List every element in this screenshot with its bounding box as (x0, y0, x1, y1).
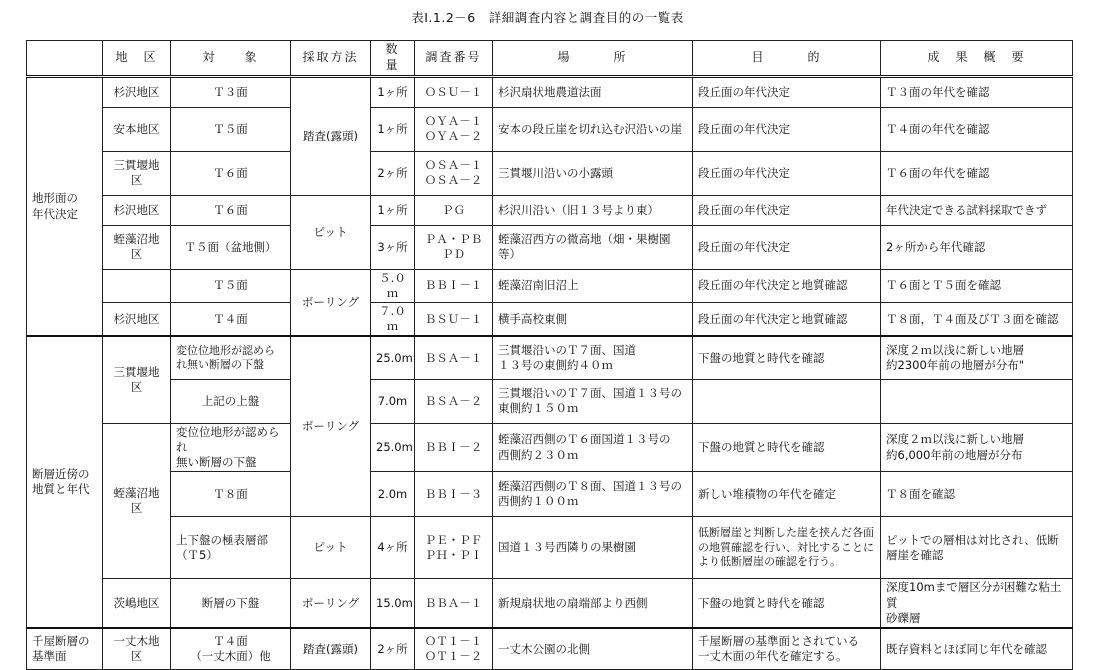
place-cell: 蛭藻沼南旧沼上 (493, 269, 693, 302)
header-cell: 目 的 (693, 41, 881, 77)
qty-cell: 15.0m (371, 579, 415, 628)
header-cell: 場 所 (493, 41, 693, 77)
purpose-cell: 段丘面の年代決定 (693, 195, 881, 225)
place-cell: 蛭藻沼西方の微高地（畑・果樹園等） (493, 225, 693, 269)
qty-cell: 7.0m (371, 379, 415, 423)
code-cell: ＢＳＡ－２ (415, 379, 493, 423)
place-cell: 三貫堰川沿いの小露頭 (493, 151, 693, 195)
table-row (27, 423, 1073, 472)
target-cell: 断層の下盤 (171, 579, 291, 628)
method-cell: ボーリング (291, 579, 371, 628)
table-row (27, 107, 1073, 151)
qty-cell: 1ヶ所 (371, 107, 415, 151)
place-cell: 新規扇状地の扇端部より西側 (493, 579, 693, 628)
place-cell: 国道１３号西隣りの果樹園 (493, 517, 693, 579)
qty-cell: 3ヶ所 (371, 225, 415, 269)
district-cell: 安本地区 (103, 107, 171, 151)
place-cell: 杉沢扇状地農道法面 (493, 76, 693, 107)
code-cell: ＢＳＡ－１ (415, 336, 493, 379)
qty-cell: ７.０ｍ (371, 303, 415, 337)
table-row (27, 269, 1073, 302)
result-cell: Ｔ４面の年代を確認 (881, 107, 1073, 151)
district-cell: 三貫堰地区 (103, 151, 171, 195)
header-cell (27, 41, 103, 77)
result-cell: 年代決定できる試料採取できず (881, 195, 1073, 225)
qty-cell: 1ヶ所 (371, 195, 415, 225)
code-cell: ＯＳＡ－１ ＯＳＡ－２ (415, 151, 493, 195)
district-cell: 杉沢地区 (103, 76, 171, 107)
district-cell: 蛭藻沼地区 (103, 423, 171, 579)
header-cell: 成 果 概 要 (881, 41, 1073, 77)
code-cell: ＰＧ (415, 195, 493, 225)
group-label: 千屋断層の 基準面 (27, 628, 103, 670)
district-cell (103, 269, 171, 302)
header-cell: 採取方法 (291, 41, 371, 77)
place-cell: 横手高校東側 (493, 303, 693, 337)
purpose-cell: 段丘面の年代決定と地質確認 (693, 303, 881, 337)
place-cell: 蛭藻沼西側のＴ６面国道１３号の 西側約２３０ｍ (493, 423, 693, 472)
target-cell: Ｔ５面（盆地側） (171, 225, 291, 269)
result-cell (881, 379, 1073, 423)
header-cell: 対 象 (171, 41, 291, 77)
district-cell: 三貫堰地区 (103, 336, 171, 423)
table-title: 表Ⅰ.1.2－6 詳細調査内容と調査目的の一覧表 (411, 10, 684, 25)
qty-cell: 4ヶ所 (371, 517, 415, 579)
header-cell: 調査番号 (415, 41, 493, 77)
district-cell: 茨嶋地区 (103, 579, 171, 628)
method-cell: ボーリング (291, 269, 371, 336)
method-cell: 踏査(露頭) (291, 628, 371, 670)
result-cell: 深度２ｍ以浅に新しい地層 約6,000年前の地層が分布 (881, 423, 1073, 472)
target-cell: Ｔ８面 (171, 472, 291, 517)
header-row (27, 41, 1073, 77)
purpose-cell: 新しい堆積物の年代を確定 (693, 472, 881, 517)
result-cell: Ｔ６面の年代を確認 (881, 151, 1073, 195)
table-row (27, 628, 1073, 670)
qty-cell: 1ヶ所 (371, 76, 415, 107)
purpose-cell: 低断層崖と判断した崖を挟んだ各面の地質確認を行い、対比することにより低断層崖の確認を行う。 (693, 517, 881, 579)
district-cell: 杉沢地区 (103, 195, 171, 225)
table-row (27, 195, 1073, 225)
purpose-cell: 段丘面の年代決定 (693, 76, 881, 107)
code-cell: ＰＥ・ＰＦ ＰＨ・ＰＩ (415, 517, 493, 579)
target-cell: 変位位地形が認められ無い断層の下盤 (171, 336, 291, 379)
result-cell: Ｔ３面の年代を確認 (881, 76, 1073, 107)
code-cell: ＢＢＩ－２ (415, 423, 493, 472)
target-cell: 上下盤の極表層部 （Ｔ5） (171, 517, 291, 579)
header-cell: 数 量 (371, 41, 415, 77)
result-cell: Ｔ８面を確認 (881, 472, 1073, 517)
table-row (27, 303, 1073, 337)
place-cell: 蛭藻沼西側のＴ８面、国道１３号の 西側約１００ｍ (493, 472, 693, 517)
table-row (27, 517, 1073, 579)
target-cell: Ｔ４面 （一丈木面）他 (171, 628, 291, 670)
result-cell: ピットでの層相は対比され、低断層崖を確認 (881, 517, 1073, 579)
table-row (27, 336, 1073, 379)
code-cell: ＢＳＵ－１ (415, 303, 493, 337)
qty-cell: ５.０ｍ (371, 269, 415, 302)
district-cell: 杉沢地区 (103, 303, 171, 337)
header-cell: 地 区 (103, 41, 171, 77)
method-cell: 踏査(露頭) (291, 76, 371, 195)
target-cell: Ｔ６面 (171, 195, 291, 225)
method-cell: ピット (291, 195, 371, 269)
survey-table (26, 40, 1073, 670)
table-row (27, 76, 1073, 107)
target-cell: 上記の上盤 (171, 379, 291, 423)
place-cell: 三貫堰沿いのＴ７面、国道 １３号の東側約４０ｍ (493, 336, 693, 379)
table-row (27, 379, 1073, 423)
target-cell: Ｔ６面 (171, 151, 291, 195)
purpose-cell: 段丘面の年代決定 (693, 151, 881, 195)
purpose-cell: 段丘面の年代決定と地質確認 (693, 269, 881, 302)
purpose-cell: 下盤の地質と時代を確認 (693, 336, 881, 379)
qty-cell: 2ヶ所 (371, 151, 415, 195)
code-cell: ＢＢＩ－３ (415, 472, 493, 517)
qty-cell: 25.0m (371, 336, 415, 379)
purpose-cell: 下盤の地質と時代を確認 (693, 423, 881, 472)
place-cell: 一丈木公園の北側 (493, 628, 693, 670)
target-cell: Ｔ４面 (171, 303, 291, 337)
method-cell: ピット (291, 517, 371, 579)
result-cell: Ｔ８面，Ｔ４面及びＴ３面を確認 (881, 303, 1073, 337)
table-row (27, 472, 1073, 517)
target-cell: Ｔ５面 (171, 269, 291, 302)
code-cell: ＢＢＩ－１ (415, 269, 493, 302)
target-cell: 変位位地形が認められ 無い断層の下盤 (171, 423, 291, 472)
table-row (27, 225, 1073, 269)
result-cell: 2ヶ所から年代確認 (881, 225, 1073, 269)
result-cell: 深度10mまで層区分が困難な粘土質 砂礫層 (881, 579, 1073, 628)
qty-cell: 2ヶ所 (371, 628, 415, 670)
qty-cell: 2.0m (371, 472, 415, 517)
group-label: 地形面の 年代決定 (27, 76, 103, 336)
qty-cell: 25.0m (371, 423, 415, 472)
district-cell: 一丈木地区 (103, 628, 171, 670)
table-row (27, 579, 1073, 628)
group-label: 断層近傍の 地質と年代 (27, 336, 103, 628)
result-cell: 既存資料とほぼ同じ年代を確認 (881, 628, 1073, 670)
purpose-cell: 下盤の地質と時代を確認 (693, 579, 881, 628)
table-row (27, 151, 1073, 195)
target-cell: Ｔ５面 (171, 107, 291, 151)
place-cell: 杉沢川沿い（旧１３号より東） (493, 195, 693, 225)
purpose-cell (693, 379, 881, 423)
code-cell: ＰＡ・ＰＢ ＰＤ (415, 225, 493, 269)
code-cell: ＯＳＵ－１ (415, 76, 493, 107)
result-cell: 深度２ｍ以浅に新しい地層 約2300年前の地層が分布" (881, 336, 1073, 379)
code-cell: ＯＴ１－１ ＯＴ１－２ (415, 628, 493, 670)
target-cell: Ｔ３面 (171, 76, 291, 107)
code-cell: ＯＹＡ－１ ＯＹＡ－２ (415, 107, 493, 151)
place-cell: 安本の段丘崖を切れ込む沢沿いの崖 (493, 107, 693, 151)
district-cell: 蛭藻沼地区 (103, 225, 171, 269)
purpose-cell: 段丘面の年代決定 (693, 225, 881, 269)
result-cell: Ｔ６面とＴ５面を確認 (881, 269, 1073, 302)
purpose-cell: 段丘面の年代決定 (693, 107, 881, 151)
method-cell: ボーリング (291, 336, 371, 517)
place-cell: 三貫堰沿いのＴ７面、国道１３号の 東側約１５０ｍ (493, 379, 693, 423)
code-cell: ＢＢＡ－１ (415, 579, 493, 628)
purpose-cell: 千屋断層の基準面とされている 一丈木面の年代を確定する。 (693, 628, 881, 670)
